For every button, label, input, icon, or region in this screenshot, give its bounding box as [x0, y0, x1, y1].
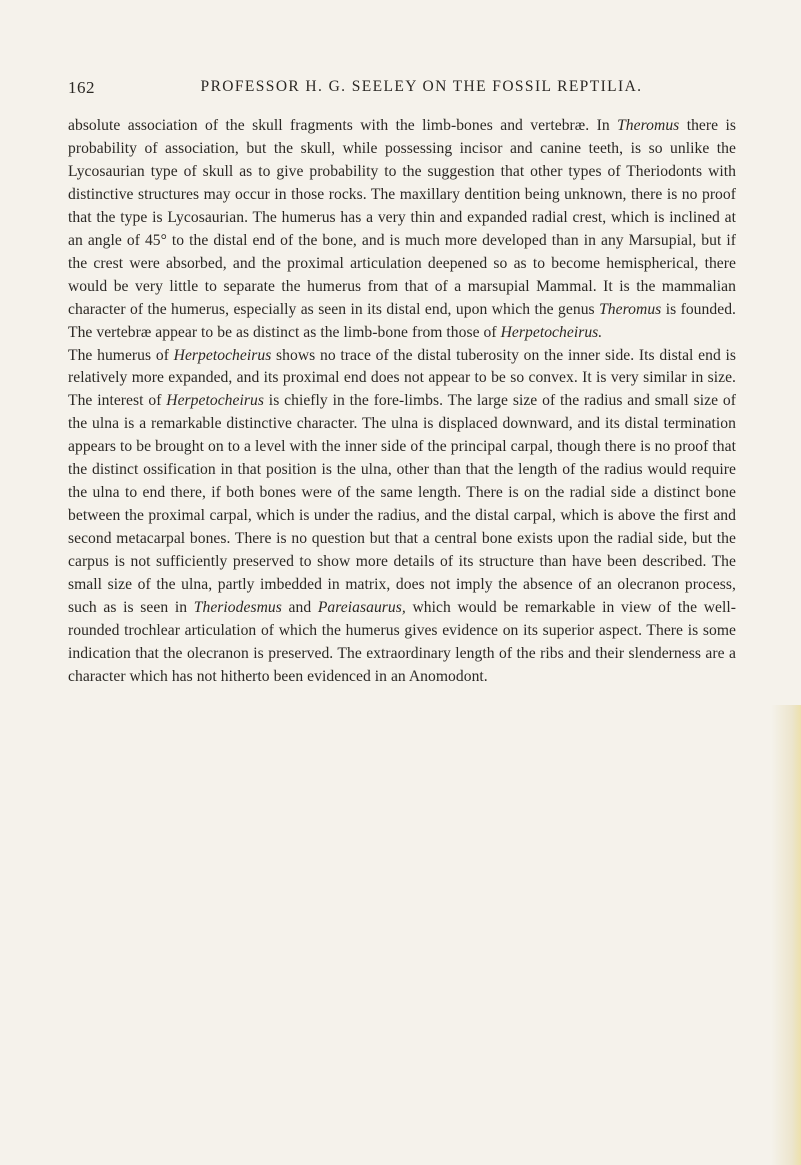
- text-run: which would be remarkable in view of the well-rounded trochlear articulation of which the humerus gives evidence on its superior aspect. There is some indication that the olecranon is preserved. The extraordinary length of the ribs and their slenderness are a character which has not hitherto been evidenced in an Anomodont.: [68, 599, 737, 685]
- italic-taxon-name: Pareiasaurus,: [317, 599, 406, 617]
- text-run: is chiefly in the fore-limbs. The large size of the radius and small size of the ulna is a remarkable distinctive character. The ulna is displaced downward, and its distal termination appears to be brought on to a level with the inner side of the principal carpal, though there is no proof that the distinct ossification in that position is the ulna, other than that the length of the radius would require the ulna to end there, if both bones were of the same length. There is on the radial side a distinct bone between the proximal carpal, which is under the radius, and the distal carpal, which is above the first and second metacarpal bones. There is no question but that a central bone exists upon the radial side, but the carpus is not sufficiently preserved to show more details of its structure than have been described. The small size of the ulna, partly imbedded in matrix, does not imply the absence of an olecranon process, such as is seen in: [68, 392, 736, 617]
- body-text: [68, 115, 736, 689]
- text-run: shows no trace of the distal tuberosity on the inner side. Its distal end is relatively more expanded, and its proximal end does not appear to be so convex. It is very similar in size. The interest of: [68, 346, 736, 410]
- page-number: 162: [68, 78, 95, 97]
- italic-taxon-name: Herpetocheirus.: [500, 323, 603, 341]
- text-run: and: [281, 599, 318, 617]
- italic-taxon-name: Herpetocheirus: [166, 392, 264, 410]
- running-title: PROFESSOR H. G. SEELEY ON THE FOSSIL REPTILIA.: [200, 78, 643, 95]
- text-run: is founded. The vertebræ appear to be as distinct as the limb-bone from those of: [68, 300, 736, 341]
- text-run: absolute association of the skull fragments with the limb-bones and vertebræ. In: [68, 117, 618, 134]
- text-run: The humerus of: [68, 346, 174, 364]
- paragraph: [68, 345, 736, 689]
- running-head: [68, 78, 733, 102]
- page-edge-discoloration: [771, 705, 801, 1165]
- italic-taxon-name: Theriodesmus: [193, 599, 282, 617]
- italic-taxon-name: Herpetocheirus: [173, 346, 272, 364]
- paragraph: [68, 115, 736, 345]
- italic-taxon-name: Theromus: [599, 300, 662, 318]
- italic-taxon-name: Theromus: [617, 117, 680, 134]
- text-run: there is probability of association, but the skull, while possessing incisor and canine teeth, is so unlike the Lycosaurian type of skull as to give probability to the suggestion that other types of Theriodonts with distinctive structures may occur in those rocks. The maxillary dentition being unknown, there is no proof that the type is Lycosaurian. The humerus has a very thin and expanded radial crest, which is inclined at an angle of 45° to the distal end of the bone, and is much more developed than in any Marsupial, but if the crest were absorbed, and the proximal articulation deepened so as to become hemispherical, there would be very little to separate the humerus from that of a marsupial Mammal. It is the mammalian character of the humerus, especially as seen in its distal end, upon which the genus: [68, 117, 737, 318]
